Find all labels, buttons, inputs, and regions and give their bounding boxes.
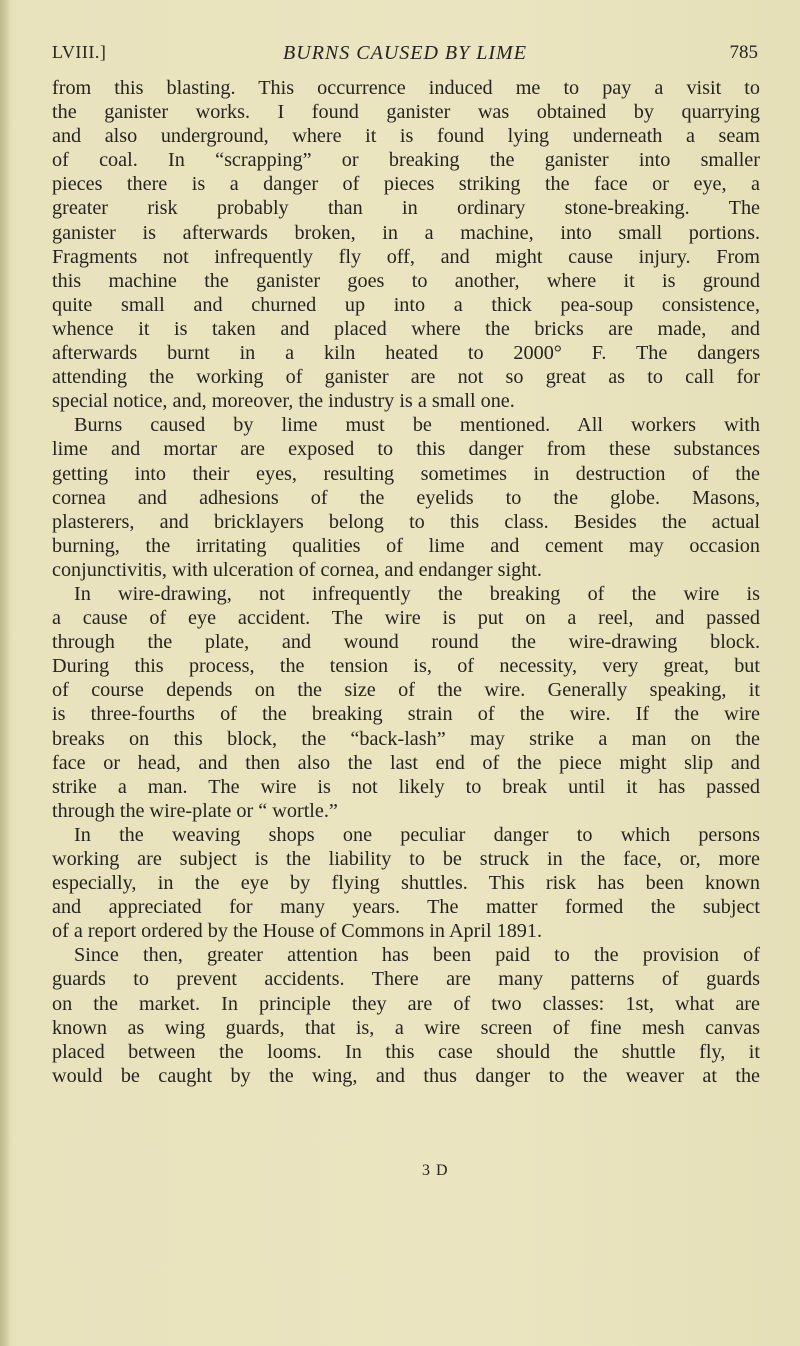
text-line: of a report ordered by the House of Commons in April 1891.	[52, 920, 543, 943]
page-edge-shadow	[0, 0, 10, 1346]
page-number: 785	[729, 42, 758, 63]
text-line: the ganister works. I found ganister was obtained by quarrying	[52, 101, 760, 124]
text-line: cornea and adhesions of the eyelids to the globe. Masons,	[52, 486, 760, 509]
text-line: face or head, and then also the last end of the piece might slip and	[52, 751, 760, 774]
text-line: especially, in the eye by flying shuttles. This risk has been known	[52, 872, 760, 895]
text-line: strike a man. The wire is not likely to break until it has passed	[52, 775, 760, 798]
text-line: getting into their eyes, resulting sometimes in destruction of the	[52, 462, 760, 485]
running-title: BURNS CAUSED BY LIME	[283, 42, 527, 64]
text-line: burning, the irritating qualities of lime and cement may occasion	[52, 534, 760, 557]
signature-mark: 3 D	[422, 1162, 449, 1179]
running-header	[52, 42, 758, 68]
text-line: of course depends on the size of the wire. Generally speaking, it	[52, 679, 760, 702]
text-line: working are subject is the liability to be struck in the face, or, more	[52, 848, 760, 870]
text-line: In the weaving shops one peculiar danger to which persons	[74, 823, 760, 846]
text-line: through the wire-plate or “ wortle.”	[52, 799, 338, 822]
text-line: would be caught by the wing, and thus danger to the weaver at the	[52, 1064, 760, 1087]
text-line: greater risk probably than in ordinary stone-breaking. The	[52, 197, 760, 220]
text-line: from this blasting. This occurrence induced me to pay a visit to	[52, 77, 760, 99]
text-line: and also underground, where it is found lying underneath a seam	[52, 125, 760, 148]
text-line: pieces there is a danger of pieces striking the face or eye, a	[52, 173, 760, 196]
text-line: Burns caused by lime must be mentioned. All workers with	[74, 414, 760, 437]
text-line: special notice, and, moreover, the industry is a small one.	[52, 390, 515, 413]
text-line: through the plate, and wound round the wire-drawing block.	[52, 631, 760, 654]
text-line: known as wing guards, that is, a wire screen of fine mesh canvas	[52, 1016, 760, 1039]
chapter-number: LVIII.]	[52, 42, 107, 62]
text-line: plasterers, and bricklayers belong to this class. Besides the actual	[52, 510, 760, 533]
text-line: Fragments not infrequently fly off, and might cause injury. From	[52, 245, 760, 268]
text-line: During this process, the tension is, of necessity, very great, but	[52, 655, 760, 678]
text-line: and appreciated for many years. The matter formed the subject	[52, 896, 760, 919]
text-line: of coal. In “scrapping” or breaking the ganister into smaller	[52, 149, 760, 172]
text-line: this machine the ganister goes to another, where it is ground	[52, 269, 760, 292]
text-line: conjunctivitis, with ulceration of cornea, and endanger sight.	[52, 558, 542, 581]
text-line: Since then, greater attention has been paid to the provision of	[74, 944, 760, 967]
text-line: placed between the looms. In this case should the shuttle fly, it	[52, 1040, 760, 1063]
text-line: attending the working of ganister are not so great as to call for	[52, 366, 760, 389]
text-line: lime and mortar are exposed to this danger from these substances	[52, 438, 760, 461]
text-line: guards to prevent accidents. There are many patterns of guards	[52, 968, 760, 991]
text-line: In wire-drawing, not infrequently the breaking of the wire is	[74, 582, 760, 605]
text-line: on the market. In principle they are of two classes: 1st, what are	[52, 992, 760, 1015]
text-line: breaks on this block, the “back-lash” may strike a man on the	[52, 727, 760, 750]
text-line: afterwards burnt in a kiln heated to 2000° F. The dangers	[52, 342, 760, 365]
text-line: a cause of eye accident. The wire is put on a reel, and passed	[52, 607, 760, 630]
text-line: ganister is afterwards broken, in a machine, into small portions.	[52, 221, 760, 244]
text-line: whence it is taken and placed where the bricks are made, and	[52, 317, 760, 340]
text-line: is three-fourths of the breaking strain of the wire. If the wire	[52, 703, 760, 726]
text-line: quite small and churned up into a thick pea-soup consistence,	[52, 293, 760, 316]
body-text	[52, 76, 760, 1088]
